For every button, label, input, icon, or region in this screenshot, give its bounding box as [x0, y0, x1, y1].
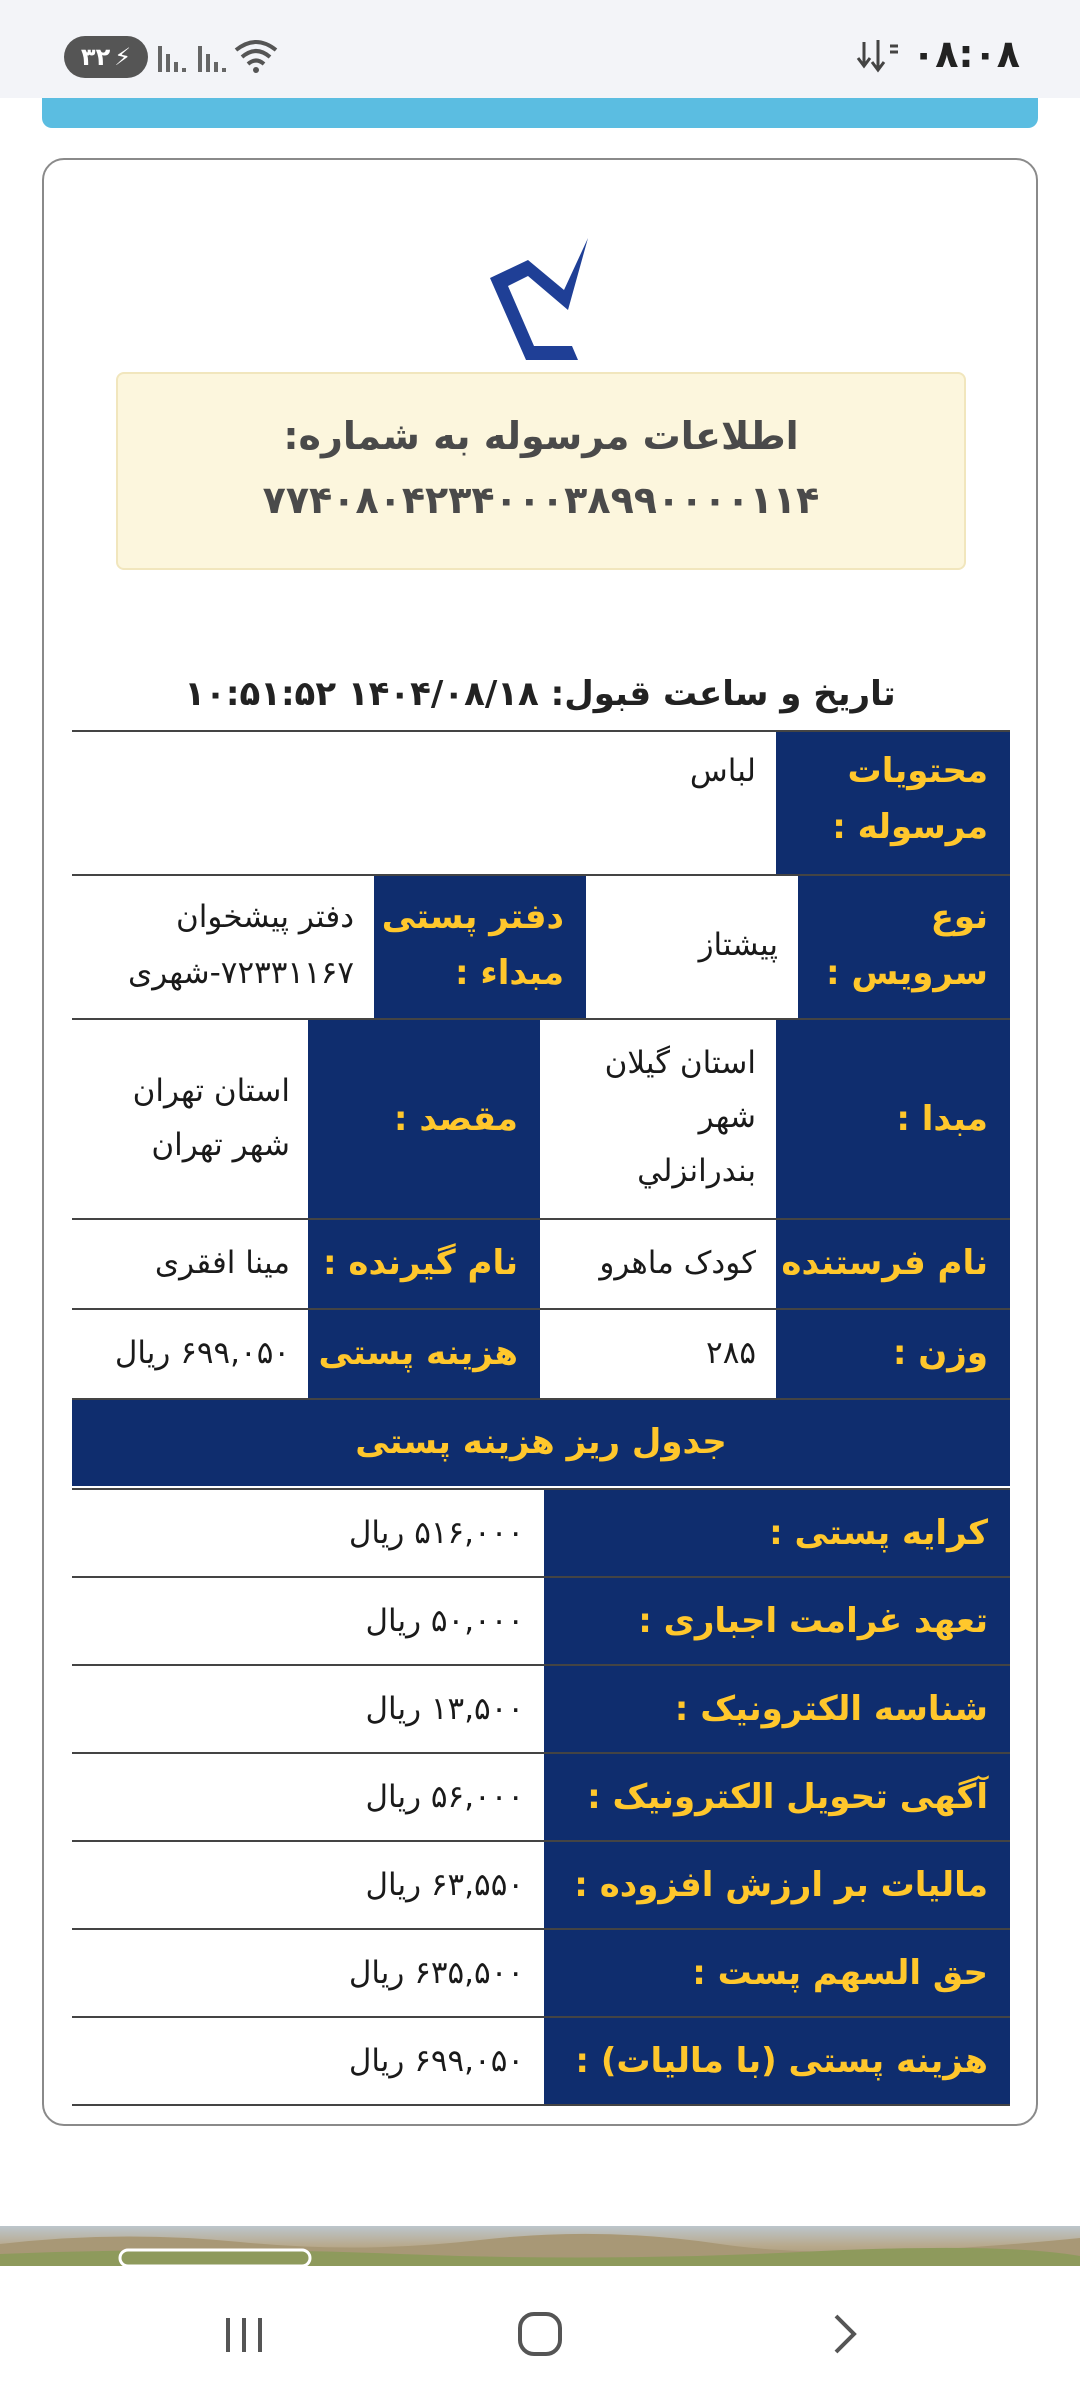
- origin-office-label-2: مبداء :: [454, 953, 564, 993]
- postal-cost-value: ۶۹۹,۰۵۰ ریال: [114, 1335, 290, 1371]
- service-type-label: نوع: [930, 897, 988, 937]
- contents-label-2: مرسوله :: [832, 807, 988, 847]
- sender-label: نام فرستنده: [781, 1243, 988, 1283]
- cost-row-label: کرایه پستی :: [769, 1513, 988, 1553]
- back-icon[interactable]: [812, 2302, 876, 2366]
- tracking-number: ۷۷۴۰۸۰۴۲۳۴۰۰۰۳۸۹۹۰۰۰۰۱۱۴: [262, 478, 820, 522]
- cost-row-value: ۵۰,۰۰۰ ریال: [365, 1603, 524, 1639]
- receiver-value: مینا افقری: [154, 1245, 290, 1281]
- data-arrows-icon: [856, 36, 900, 76]
- cost-row-value: ۵۱۶,۰۰۰ ریال: [348, 1515, 524, 1551]
- cost-row-value: ۶۳,۵۵۰ ریال: [365, 1867, 524, 1903]
- tracking-info-box: [116, 372, 966, 570]
- origin-office-value: دفتر پیشخوان: [176, 899, 354, 935]
- cost-row-label: آگهی تحویل الکترونیک :: [587, 1777, 988, 1817]
- weight-label: وزن :: [892, 1333, 988, 1373]
- weight-value: ۲۸۵: [706, 1335, 756, 1371]
- origin-value: استان گیلان: [604, 1045, 756, 1081]
- postal-cost-label: هزینه پستی: [318, 1333, 518, 1373]
- cost-row-label: تعهد غرامت اجباری :: [638, 1601, 988, 1641]
- contents-value: لباس: [689, 753, 756, 789]
- cost-row-label: حق السهم پست :: [692, 1953, 988, 1993]
- system-nav-bar: [0, 2266, 1080, 2400]
- tracking-title: اطلاعات مرسوله به شماره:: [283, 414, 799, 458]
- origin-value-2: شهر: [698, 1099, 756, 1135]
- service-type-label-2: سرویس :: [826, 953, 988, 993]
- cost-row-label: مالیات بر ارزش افزوده :: [574, 1865, 988, 1905]
- origin-office-label: دفتر پستی: [381, 897, 564, 937]
- cost-row-label: هزینه پستی (با مالیات) :: [575, 2041, 988, 2081]
- wifi-icon: [232, 36, 280, 76]
- signal-icon: [196, 40, 232, 74]
- cost-row-value: ۶۳۵,۵۰۰ ریال: [348, 1955, 524, 1991]
- cost-row-value: ۵۶,۰۰۰ ریال: [365, 1779, 524, 1815]
- cost-row-value: ۶۹۹,۰۵۰ ریال: [348, 2043, 524, 2079]
- post-logo-icon: [468, 230, 618, 370]
- receiver-label: نام گیرنده :: [322, 1243, 518, 1283]
- charging-icon: ⚡: [114, 43, 132, 71]
- sender-value: کودک ماهرو: [599, 1245, 756, 1281]
- origin-label: مبدا :: [896, 1099, 988, 1139]
- battery-icon: [64, 36, 148, 78]
- battery-level: ۳۲: [80, 43, 111, 71]
- home-icon[interactable]: [508, 2302, 572, 2366]
- cost-table-title: جدول ریز هزینه پستی: [355, 1422, 727, 1462]
- origin-value-3: بندرانزلي: [637, 1153, 756, 1189]
- header-strip: [42, 98, 1038, 128]
- cost-row-label: شناسه الکترونیک :: [674, 1689, 988, 1729]
- destination-label: مقصد :: [393, 1099, 518, 1139]
- service-type-value: پیشتاز: [698, 927, 778, 963]
- accept-date: تاریخ و ساعت قبول: ۱۴۰۴/۰۸/۱۸ ۱۰:۵۱:۵۲: [184, 674, 896, 714]
- shipment-card: [42, 158, 1038, 2126]
- destination-value: استان تهران: [132, 1073, 290, 1109]
- status-bar: [0, 0, 1080, 98]
- destination-value-2: شهر تهران: [151, 1127, 290, 1163]
- page-content[interactable]: [0, 98, 1080, 2226]
- contents-label: محتویات: [847, 751, 988, 791]
- landscape-image: [0, 2226, 1080, 2266]
- recent-apps-icon[interactable]: [212, 2302, 276, 2366]
- cost-row-value: ۱۳,۵۰۰ ریال: [365, 1691, 524, 1727]
- table-divider: [72, 2104, 1010, 2106]
- status-time: ۰۸:۰۸: [912, 32, 1020, 76]
- signal-icon: [156, 40, 192, 74]
- origin-office-value-2: ۷۲۳۳۱۱۶۷-شهری: [127, 955, 354, 991]
